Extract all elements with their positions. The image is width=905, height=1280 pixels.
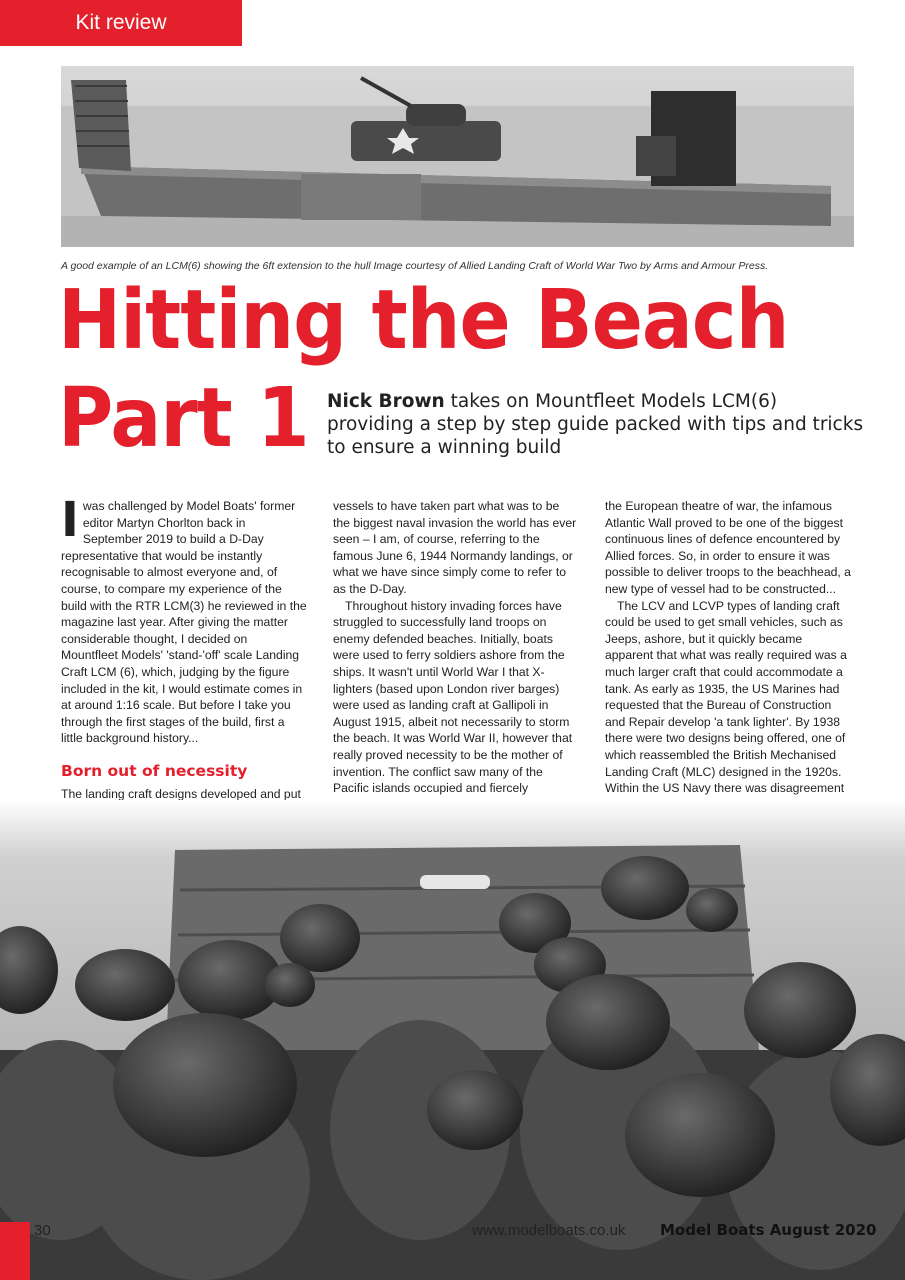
body-paragraph: The LCV and LCVP types of landing craft could be used to get small vehicles, such as Jeeps, ashore, but it quickly became apparent that what was really required was a much larger craft that could accommodate a tank. As early as 1935, the US Marines had requested that the Bureau of Construction and Repair develop 'a tank lighter'. By 1938 there were two designs being offered, one of which reassembled the British Mechanised Landing Craft (MLC) designed in the 1920s. Within the US Navy there was disagreement [605,598,847,796]
page-number: 30 [34,1222,51,1239]
troops-landing-craft-photo [0,800,905,1280]
author-name: Nick Brown [327,391,445,412]
body-column-2 [333,498,579,808]
lcm6-landing-craft-photo [61,66,854,247]
headline-line2: Part 1 [58,371,309,466]
section-tab: Kit review [0,0,242,46]
headline-line1: Hitting the Beach [58,273,789,368]
body-column-1 [61,492,307,808]
body-paragraph: vessels to have taken part what was to be the biggest naval invasion the world has ever seen – I am, of course, referring to the famous June 6, 1944 Normandy landings, or what we have since simply come to refer to as the D-Day. [333,499,577,596]
body-columns [61,492,851,808]
image-caption: A good example of an LCM(6) showing the 6ft extension to the hull Image courtesy of Allied Landing Craft of World War Two by Arms and Armour Press. [61,260,769,272]
drop-cap: I [61,492,79,548]
magazine-issue: Model Boats August 2020 [660,1221,877,1239]
standfirst [327,390,867,459]
body-column-3 [605,498,851,808]
body-paragraph: Throughout history invading forces have struggled to successfully land troops on enemy defended beaches. Initially, boats were used to ferry soldiers ashore from the ships. It wasn't until World War I that X-lighters (based upon London river barges) were used as landing craft at Gallipoli in August 1915, albeit not necessarily to storm the beach. It was World War II, however that really proved necessity to be the mother of invention. The conflict saw many of the Pacific islands occupied and fiercely [333,598,573,796]
page-edge-marker [0,1222,30,1280]
standfirst-text: takes on Mountfleet Models LCM(6) providing a step by step guide packed with tips and tricks to ensure a winning build [327,391,864,458]
body-paragraph: the European theatre of war, the infamous Atlantic Wall proved to be one of the biggest continuous lines of defence encountered by Allied forces. So, in order to ensure it was possible to deliver troops to the beachhead, a new type of vessel had to be constructed... [605,499,851,596]
subheading: Born out of necessity [61,761,248,780]
website-url: www.modelboats.co.uk [472,1222,626,1239]
body-paragraph: The landing craft designs developed and put [61,786,301,801]
body-paragraph: was challenged by Model Boats' former editor Martyn Chorlton back in September 2019 to build a D-Day representative that would be instantly recognisable to almost everyone and, of course, to compare my experience of the build with the RTR LCM(3) he reviewed in the magazine last year. After giving the matter considerable thought, I decided on Mountfleet Models' 'stand-'off' scale Landing Craft LCM (6), which, judging by the figure included in the kit, I would estimate comes in at around 1:16 scale. But before I take you through the first stages of the build, first a little background history... [61,499,307,746]
